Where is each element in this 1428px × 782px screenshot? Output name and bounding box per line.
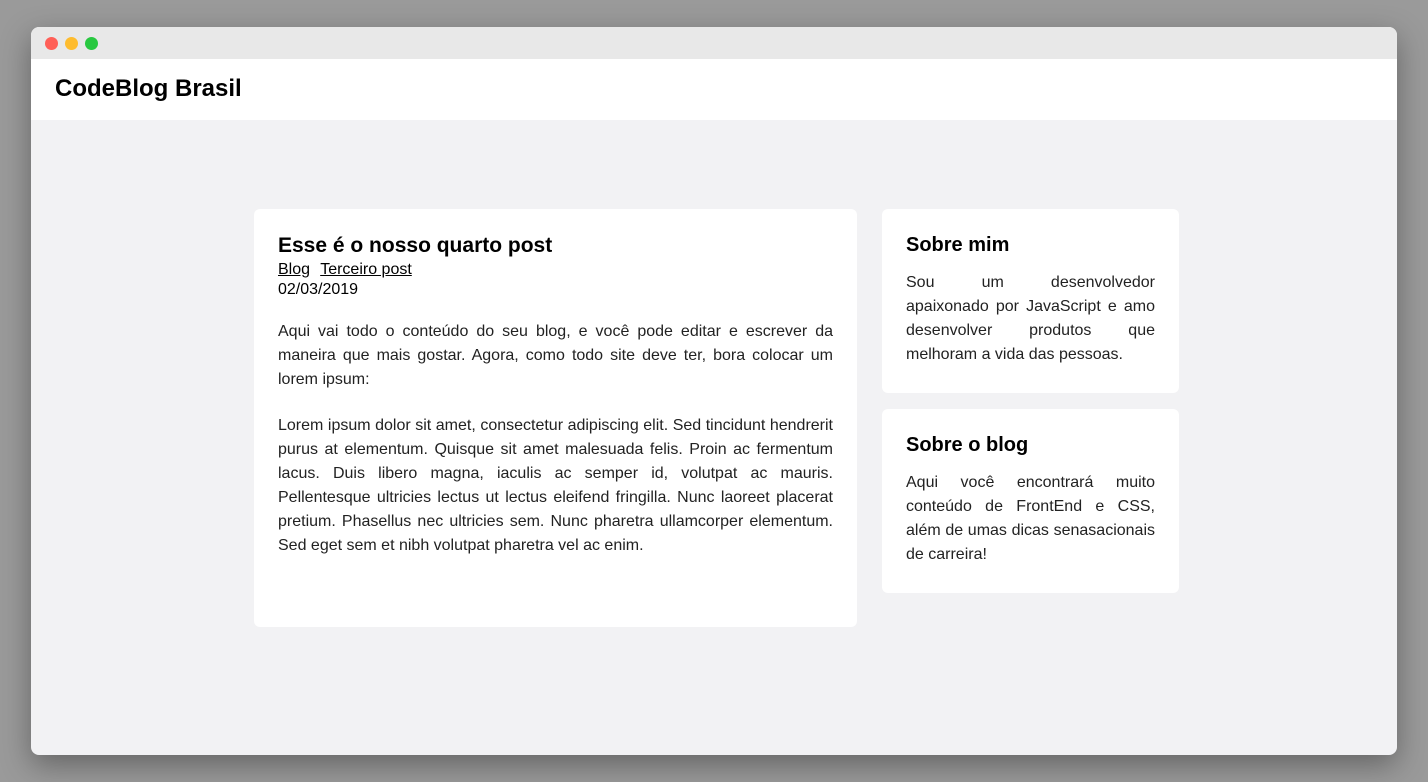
browser-window: [31, 27, 1397, 755]
post-paragraph: Aqui vai todo o conteúdo do seu blog, e você pode editar e escrever da maneira que mais gostar. Agora, como todo site deve ter, bora colocar um lorem ipsum:: [278, 323, 833, 388]
about-me-card: [882, 209, 1179, 393]
window-titlebar: [31, 27, 1397, 59]
site-header: [31, 59, 1397, 120]
post-date: 02/03/2019: [278, 281, 359, 298]
about-me-title: Sobre mim: [906, 234, 1010, 256]
about-blog-card: [882, 409, 1179, 593]
post-title: Esse é o nosso quarto post: [278, 234, 553, 257]
about-blog-text: Aqui você encontrará muito conteúdo de FrontEnd e CSS, além de umas dicas senasacionais de carreira!: [906, 474, 1155, 563]
tag-link-terceiro-post[interactable]: Terceiro post: [320, 261, 412, 278]
post-tags: [278, 260, 833, 280]
post-paragraph: Lorem ipsum dolor sit amet, consectetur adipiscing elit. Sed tincidunt hendrerit purus at elementum. Quisque sit amet malesuada felis. Proin ac fermentum lacus. Duis libero magna, iaculis ac semper id, volutpat ac mauris. Pellentesque ultricies lectus ut lectus eleifend fringilla. Nunc laoreet placerat pretium. Phasellus nec ultricies sem. Nunc pharetra ullamcorper elementum. Sed eget sem et nibh volutpat pharetra vel ac enim.: [278, 417, 833, 554]
maximize-window-button[interactable]: [85, 37, 98, 50]
site-brand[interactable]: CodeBlog Brasil: [55, 75, 242, 102]
minimize-window-button[interactable]: [65, 37, 78, 50]
main-content: [31, 120, 1397, 755]
post-card: [254, 209, 857, 627]
about-blog-title: Sobre o blog: [906, 434, 1029, 456]
about-me-text: Sou um desenvolvedor apaixonado por JavaScript e amo desenvolver produtos que melhoram a vida das pessoas.: [906, 274, 1155, 363]
tag-link-blog[interactable]: Blog: [278, 261, 311, 278]
close-window-button[interactable]: [45, 37, 58, 50]
